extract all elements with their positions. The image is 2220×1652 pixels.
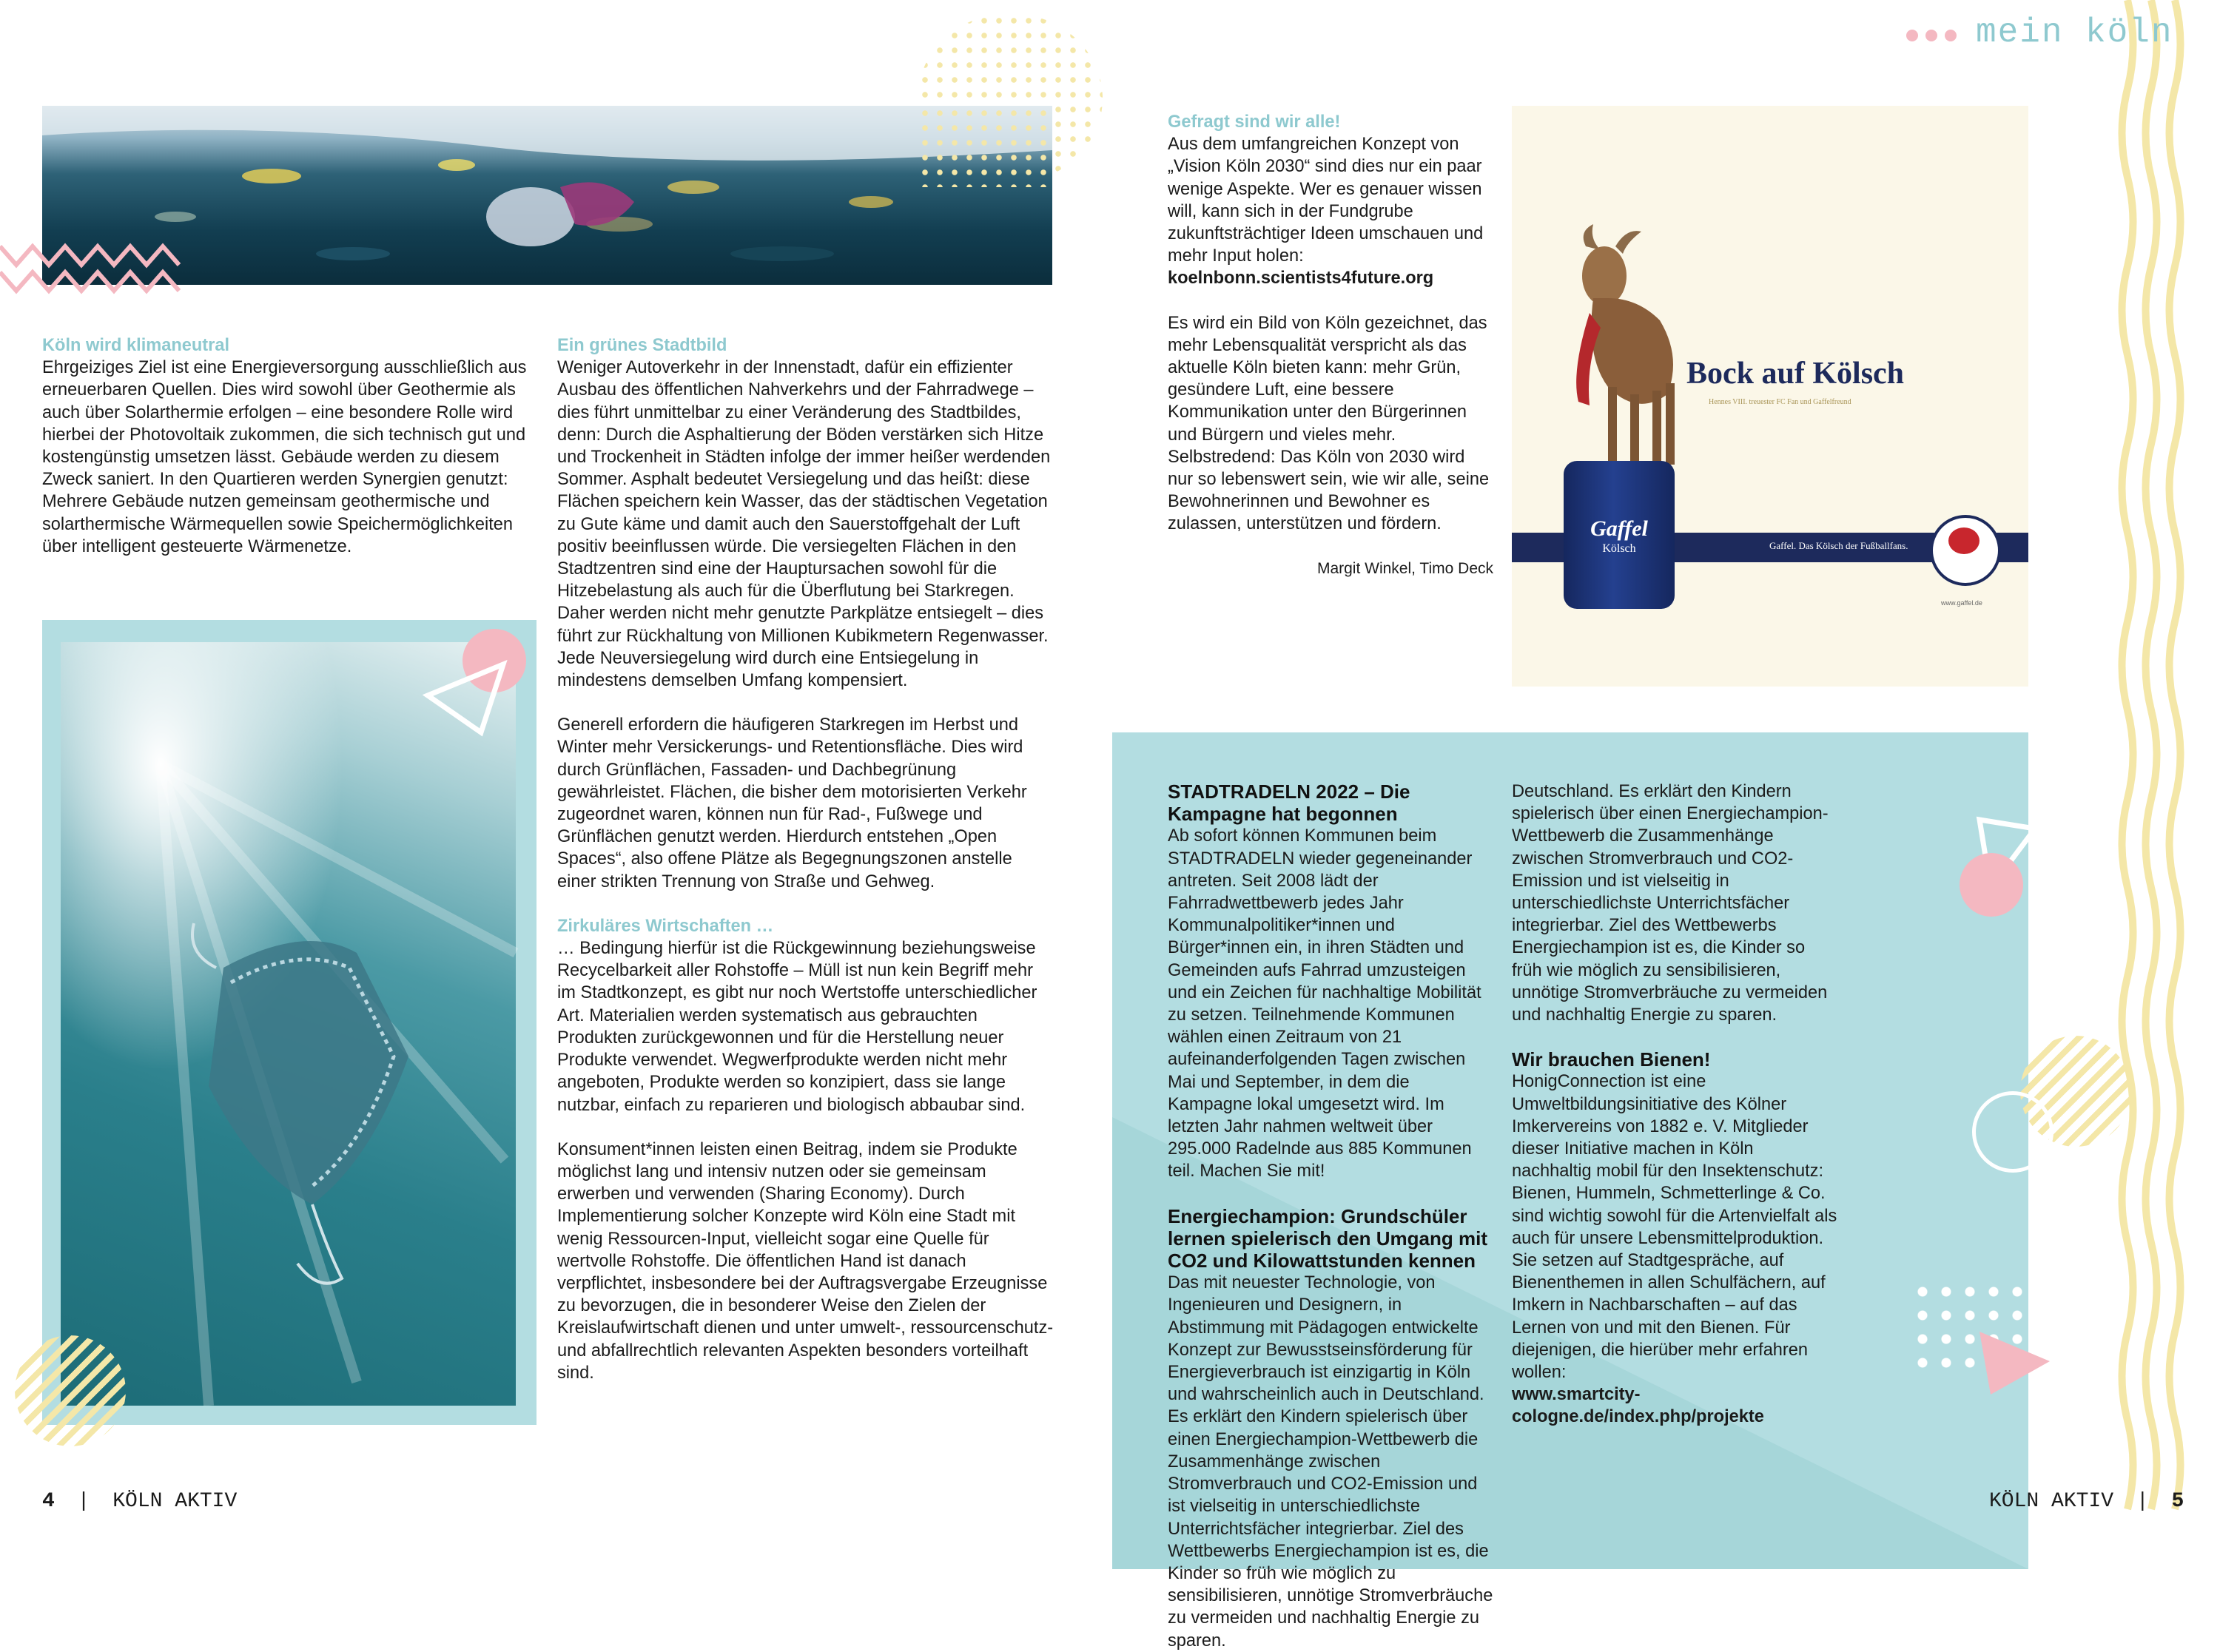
heading-stadtbild: Ein grünes Stadtbild [557,336,727,355]
heading-klimaneutral: Köln wird klimaneutral [42,336,230,355]
keg-brand: Gaffel [1590,516,1648,541]
heading-bienen: Wir brauchen Bienen! [1512,1048,1711,1071]
ad-band-text: Gaffel. Das Kölsch der Fußballfans. [1769,540,1908,551]
section-title: mein köln [1976,13,2173,52]
paragraph-zirkulaer-1: … Bedingung hierfür ist die Rückgewinnung beziehungsweise Recycelbarkeit aller Rohstoffe – Müll ist nun kein Begriff mehr im Stadtkonzept, es gibt nur noch Wertstoffe unterschiedlicher Art. Materialien werden systematisch aus gebrauchten Produkten zurückgewonnen und für die Herstellung neuer Produkte verwendet. Wegwerfprodukte werden nicht mehr angeboten, Produkte werden so konzipiert, dass sie lange nutzbar, einfach zu reparieren und biologisch abbaubar sind. [557,939,1037,1115]
paragraph-klimaneutral: Ehrgeiziges Ziel ist eine Energieversorgung ausschließlich aus erneuerbaren Quellen. Dies wird sowohl über Geothermie als auch über Solarthermie erfolgen – eine besondere Rolle wird hierbei der Photovoltaik zukommen, die sich technisch gut und kostengünstig umsetzen lässt. Gebäude werden zu diesem Zweck saniert. In den Quartieren werden Synergien genutzt: Mehrere Gebäude nutzen gemeinsam geothermische und solarthermische Wärmequellen sowie Speichermöglichkeiten über intelligent gesteuerte Wärmenetze. [42,358,527,556]
page-number-left: 4 [42,1490,55,1513]
paragraph-bienen: HonigConnection ist eine Umweltbildungsinitiative des Kölner Imkervereins von 1882 e. V. Mitglieder dieser Initiative machen in Köln nachhaltig mobil für den Insektenschutz: Bienen, Hummeln, Schmetterlinge & Co. sind wichtig sowohl für die Artenvielfalt als auch für unsere Lebensmittelproduktion. Sie setzen auf Stadtgespräche, auf Bienenthemen in allen Schulfächern, auf Imkern in Nachbarschaften – auf das Lernen von und mit den Bienen. Für diejenigen, die hierüber mehr erfahren wollen: [1512,1072,1837,1383]
page-number-right: 5 [2171,1490,2184,1513]
magazine-name-right: KÖLN AKTIV [1989,1490,2114,1513]
link-scientists4future[interactable]: koelnbonn.scientists4future.org [1168,269,1434,289]
heading-energiechampion: Energiechampion: Grundschüler lernen spielerisch den Umgang mit CO2 und Kilowattstunden kennen [1168,1204,1487,1272]
footer-right [1989,1490,2184,1513]
header-dots [1905,27,1964,48]
footer-left [42,1490,237,1513]
heading-stadtradeln: STADTRADELN 2022 – Die Kampagne hat begonnen [1168,781,1410,826]
author-credit: Margit Winkel, Timo Deck [1316,559,1493,577]
info-box-column-right [1512,781,1837,1429]
paragraph-stadtbild-2: Generell erfordern die häufigeren Starkregen im Herbst und Winter mehr Versickerungs- und Retentionsfläche. Dies wird durch Grünflächen, Fassaden- und Dachbegrünung gewährleistet. Flächen, die bisher dem motorisierten Verkehr zugeordnet waren, können nun für Rad-, Fußwege und Grünflächen genutzt werden. Hierdurch entstehen „Open Spaces“, also offene Plätze als Begegnungszonen anstelle einer strikten Trennung von Straße und Gehweg. [557,715,1027,891]
ocean-trash-image [42,106,1052,285]
footer-divider-left: | [77,1490,90,1513]
striped-circle-decoration [15,1335,126,1446]
article-column-2 [557,334,1054,1406]
paragraph-energiechampion: Das mit neuester Technologie, von Ingenieuren und Designern, in Abstimmung mit Pädagogen entwickelte Konzept zur Bewusstseinsförderung für Energieverbrauch ist einzigartig in Köln und wahrscheinlich auch in Deutschland. Es erklärt den Kindern spielerisch über einen Energiechampion-Wettbewerb die Zusammenhänge zwischen Stromverbrauch und CO2-Emission und ist vielseitig in unterschiedlichste Unterrichtsfächer integrierbar. Ziel des Wettbewerbs Energiechampion ist es, die Kinder so früh wie möglich zu sensibilisieren, unnötige Stromverbräuche zu vermeiden und nachhaltig Energie zu sparen. [1168,1273,1493,1651]
yellow-wavy-lines [2113,0,2202,1569]
paragraph-stadtradeln: Ab sofort können Kommunen beim STADTRADELN wieder gegeneinander antreten. Seit 2008 lädt der Fahrradwettbewerb jedes Jahr Kommunalpolitiker*innen und Bürger*innen ein, in ihren Städten und Gemeinden aufs Fahrrad umzusteigen und ein Zeichen für nachhaltige Mobilität zu setzen. Teilnehmende Kommunen wählen einen Zeitraum von 21 aufeinanderfolgenden Tagen zwischen Mai und September, in dem die Kampagne lokal umgesetzt wird. Im letzten Jahr nahmen weltweit über 295.000 Radelnde aus 885 Kommunen teil. Machen Sie mit! [1168,826,1481,1181]
link-smartcity[interactable]: www.smartcity-cologne.de/index.php/projekte [1512,1385,1764,1427]
ad-url: www.gaffel.de [1941,599,1982,607]
paragraph-energiechampion-cont: Deutschland. Es erklärt den Kindern spielerisch über einen Energiechampion-Wettbewerb die Zusammenhänge zwischen Stromverbrauch und CO2-Emission und ist vielseitig in unterschiedlichste Unterrichtsfächer integrierbar. Ziel des Wettbewerbs Energiechampion ist es, die Kinder so früh wie möglich zu sensibilisieren, unnötige Stromverbräuche zu vermeiden und nachhaltig Energie zu sparen. [1512,782,1829,1025]
keg-sub: Kölsch [1602,542,1636,555]
gaffel-advertisement[interactable] [1512,106,2028,687]
article-column-1 [42,334,538,558]
underwater-mask-image [61,642,516,1406]
paragraph-zirkulaer-2: Konsument*innen leisten einen Beitrag, indem sie Produkte möglichst lang und intensiv nutzen oder sie gemeinsam erwerben und verwenden (Sharing Economy). Durch Implementierung solcher Konzepte wird Köln eine Stadt mit wenig Ressourcen-Input, vielleicht sogar eine Quelle für wertvolle Rohstoffe. Die öffentlichen Hand ist danach verpflichtet, insbesondere bei der Auftragsvergabe Erzeugnisse zu bevorzugen, die in besonderer Weise den Zielen der Kreislaufwirtschaft dienen und unter umwelt-, ressourcenschutz- und abfallrechtlich relevanten Aspekten besonders vorteilhaft sind. [557,1139,1054,1383]
white-triangle-decoration [422,658,511,740]
info-box-column-left [1168,781,1493,1651]
paragraph-stadtbild-1: Weniger Autoverkehr in der Innenstadt, dafür ein effizienter Ausbau des öffentlichen Nahverkehrs und der Fahrradwege – dies führt unmittelbar zu einer Veränderung des Stadtbildes, denn: Durch die Asphaltierung der Böden verstärken sich Hitze und Trockenheit in Städten infolge der immer heißer werdenden Sommer. Asphalt bedeutet Versiegelung und das heißt: diese Flächen speichern kein Wasser, das der städtischen Vegetation zu Gute käme und damit auch den Sauerstoffgehalt der Luft positiv beeinflussen würde. Die versiegelten Flächen in den Stadtzentren sind eine der Hauptursachen sowohl für die Hitzebelastung als auch für die Überflutung bei Starkregen. Daher werden nicht mehr genutzte Parkplätze entsiegelt – dies führt zur Rückhaltung von Millionen Kubikmetern Regenwasser. Jede Neuversiegelung wird durch eine Entsiegelung in mindestens demselben Umfang kompensiert. [557,358,1051,691]
paragraph-gefragt-2: Es wird ein Bild von Köln gezeichnet, das mehr Lebensqualität verspricht als das aktuelle Köln bieten kann: mehr Grün, gesündere Luft, eine bessere Kommunikation unter den Bürgerinnen und Bürgern und vieles mehr. Selbstredend: Das Köln von 2030 wird nur so lebenswert sein, wie wir alle, seine Bewohnerinnen und Bewohner es zulassen, unterstützen und fördern. [1168,313,1490,534]
magazine-name-left: KÖLN AKTIV [112,1490,238,1513]
heading-gefragt: Gefragt sind wir alle! [1168,112,1341,132]
footer-divider-right: | [2136,1490,2149,1513]
dot-pattern-overlay [918,106,1052,187]
white-ring-box [1972,1091,2054,1173]
article-column-3 [1168,111,1493,580]
pink-triangle-box [1972,1324,2054,1398]
pink-circle-box [1960,853,2023,917]
ad-headline: Bock auf Kölsch [1686,357,1905,391]
paragraph-gefragt-1: Aus dem umfangreichen Konzept von „Vision Köln 2030“ sind dies nur ein paar wenige Aspekte. Wer es genauer wissen will, kann sich in der Fundgrube zukunftsträchtiger Ideen umschauen und mehr Input holen: [1168,135,1484,266]
ad-subline: Hennes VIII. treuester FC Fan und Gaffelfreund [1709,398,1851,406]
heading-zirkulaer: Zirkuläres Wirtschaften … [557,916,774,936]
pink-zigzag [0,235,185,302]
fc-logo-mark [1948,527,1980,554]
